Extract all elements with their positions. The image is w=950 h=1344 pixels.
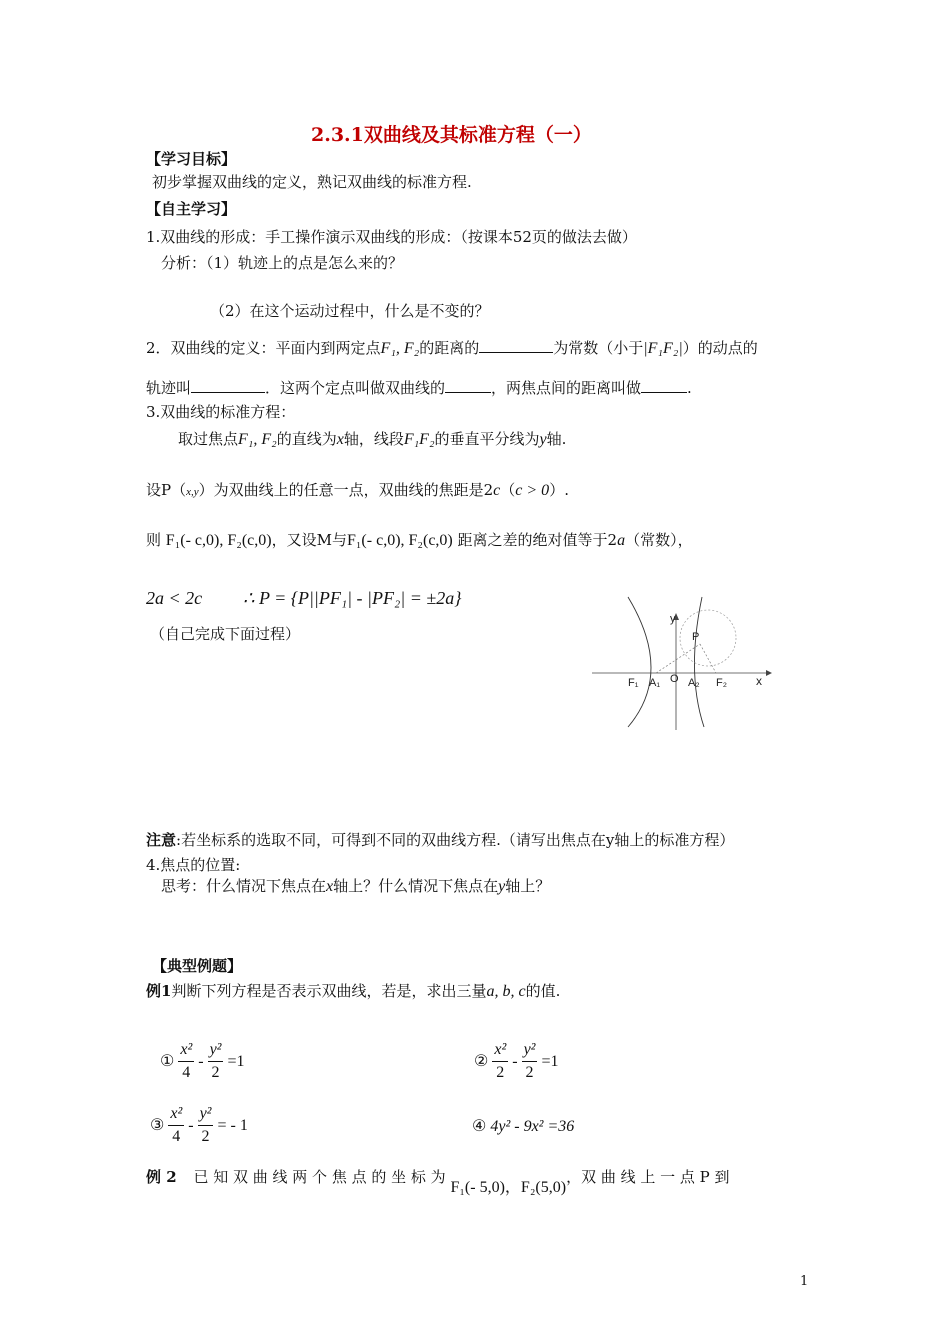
eq3-mark: ③ xyxy=(150,1116,165,1134)
q3-c2: F₁(- c,0), F₂(c,0) xyxy=(165,532,272,549)
q3-a3: 的直线为 xyxy=(276,430,337,448)
page-title: 2.3.1双曲线及其标准方程（一） xyxy=(311,124,592,146)
q2-blank-4[interactable] xyxy=(641,378,687,393)
q3-b3: ）为双曲线上的任意一点，双曲线的焦距是2 xyxy=(198,481,494,499)
a2-label: A₂ xyxy=(688,677,700,689)
q2-l2-b: ．这两个定点叫做双曲线的 xyxy=(265,379,446,397)
q1-analysis-1: 分析：（1）轨迹上的点是怎么来的？ xyxy=(161,254,404,272)
q3-b2: x,y xyxy=(186,486,199,498)
examples-heading: 【典型例题】 xyxy=(152,957,243,975)
q2-line1 xyxy=(146,338,758,359)
eq3-minus: - xyxy=(188,1116,194,1134)
q3-heading: 3.双曲线的标准方程： xyxy=(146,403,296,421)
x-label: x xyxy=(756,674,762,688)
q4-x: x xyxy=(326,878,334,895)
q4-think xyxy=(161,877,550,897)
q2-foci: F₁, F₂ xyxy=(380,340,420,357)
eq3-frac-2: $\frac{\text{y²}}{2}$ xyxy=(199,1105,212,1145)
q3-b4: c xyxy=(493,482,501,499)
eq1-minus: - xyxy=(198,1052,204,1070)
q4-think-b: 轴上？什么情况下焦点在 xyxy=(333,877,499,895)
q4-think-c: 轴上？ xyxy=(505,877,551,895)
goals-text: 初步掌握双曲线的定义，熟记双曲线的标准方程. xyxy=(152,173,472,191)
eq3-frac-1: $\frac{\text{x²}}{4}$ xyxy=(170,1105,183,1145)
q1-analysis-2: （2）在这个运动过程中，什么是不变的？ xyxy=(210,302,490,320)
q3-line-b xyxy=(146,481,569,501)
q2-blank-3[interactable] xyxy=(445,378,491,393)
ex2-foci: F₁(- 5,0)，F₂(5,0) xyxy=(450,1179,567,1196)
q3-a1: 取过焦点 xyxy=(178,430,239,448)
eq2-rhs: =1 xyxy=(541,1052,559,1070)
ex1-line xyxy=(146,982,560,1002)
q3-b7: ）. xyxy=(549,481,569,499)
a1-label: A₁ xyxy=(649,677,661,689)
origin-label: O xyxy=(670,673,679,685)
hyperbola-figure xyxy=(590,592,780,732)
q3-c5: 距离之差的绝对值等于2 xyxy=(457,531,618,549)
q1-text: 1.双曲线的形成：手工操作演示双曲线的形成：（按课本52页的做法去做） xyxy=(146,228,637,246)
ex1-text: 判断下列方程是否表示双曲线，若是，求出三量 xyxy=(171,982,487,1000)
eq3-rhs: = - 1 xyxy=(217,1116,248,1134)
p-label: P xyxy=(692,631,700,643)
pf2-line xyxy=(700,644,716,673)
q2-text-b: 的距离的 xyxy=(419,339,480,357)
q2-line2 xyxy=(146,378,692,398)
dashed-circle xyxy=(680,610,736,666)
q2-text-a: 2．双曲线的定义：平面内到两定点 xyxy=(146,339,381,357)
note-text: :若坐标系的选取不同，可得到不同的双曲线方程.（请写出焦点在y轴上的标准方程） xyxy=(176,831,735,849)
f2-label: F₂ xyxy=(716,677,727,689)
q3-c7: （常数）， xyxy=(625,531,693,549)
q2-l2-a: 轨迹叫 xyxy=(146,379,192,397)
pf1-line xyxy=(656,644,700,673)
goals-heading: 【学习目标】 xyxy=(146,150,237,168)
q3-a2: F₁, F₂ xyxy=(238,431,277,448)
q3-a5: 轴，线段 xyxy=(343,430,404,448)
q3-a7: 的垂直平分线为 xyxy=(434,430,540,448)
ex1-vars: a, b, c xyxy=(486,983,526,1000)
equation-1 xyxy=(160,1040,245,1083)
note-label: 注意 xyxy=(146,831,177,849)
eq1-frac-1: $\frac{\text{x²}}{4}$ xyxy=(180,1041,193,1081)
self-study-heading: 【自主学习】 xyxy=(146,200,237,218)
q2-abs-f1f2: |F₁F₂| xyxy=(643,340,683,357)
eq1-rhs: =1 xyxy=(227,1052,245,1070)
q2-text-d: ）的动点的 xyxy=(682,339,758,357)
q2-blank-1[interactable] xyxy=(479,338,553,353)
q2-blank-2[interactable] xyxy=(191,378,265,393)
q3-b5: （ xyxy=(500,481,516,499)
equation-3 xyxy=(150,1104,248,1147)
equation-4 xyxy=(472,1117,574,1137)
equation-2 xyxy=(474,1040,559,1083)
ex2-text-a: 已 知 双 曲 线 两 个 焦 点 的 坐 标 为 xyxy=(193,1168,446,1186)
eq2-mark: ② xyxy=(474,1052,489,1070)
q3-a9: 轴. xyxy=(546,430,567,448)
eq2-frac-2: $\frac{\text{y²}}{2}$ xyxy=(523,1041,536,1081)
eq1-mark: ① xyxy=(160,1052,175,1070)
q3-line-a xyxy=(178,430,566,450)
q3-a6: F₁F₂ xyxy=(403,431,435,448)
page-number: 1 xyxy=(800,1274,809,1289)
ex1-end: 的值. xyxy=(525,982,561,1000)
q3-self-complete: （自己完成下面过程） xyxy=(150,625,301,643)
q3-ineq: 2a < 2c xyxy=(146,588,203,608)
x-axis-arrow xyxy=(766,670,772,676)
eq2-frac-1: $\frac{\text{x²}}{2}$ xyxy=(494,1041,507,1081)
q3-a8: y xyxy=(539,431,547,448)
q4-think-a: 思考：什么情况下焦点在 xyxy=(161,877,327,895)
note-line xyxy=(146,831,734,850)
right-branch xyxy=(694,597,704,727)
q3-b1: 设P（ xyxy=(146,481,187,499)
q2-l2-c: ，两焦点间的距离叫做 xyxy=(491,379,642,397)
ex2-label: 例 2 xyxy=(146,1168,177,1186)
q2-l2-d: . xyxy=(687,379,692,397)
ex2-text-b: ，双 曲 线 上 一 点 P 到 xyxy=(566,1168,730,1186)
left-branch xyxy=(628,597,651,727)
q4-y: y xyxy=(498,878,506,895)
eq1-frac-2: $\frac{\text{y²}}{2}$ xyxy=(209,1041,222,1081)
eq2-minus: - xyxy=(512,1052,518,1070)
y-label: y xyxy=(670,613,676,625)
q3-b6: c > 0 xyxy=(515,482,550,499)
q3-a4: x xyxy=(336,431,344,448)
q3-c1: 则 xyxy=(146,531,162,549)
eq4-mark: ④ xyxy=(472,1118,487,1135)
q3-c4: F₁(- c,0), F₂(c,0) xyxy=(346,532,453,549)
q3-c6: a xyxy=(617,532,626,549)
ex2-line xyxy=(146,1168,730,1196)
eq4-text: 4y² - 9x² =36 xyxy=(490,1118,575,1135)
q3-set: ∴ P = {P||PF₁| - |PF₂| = ±2a} xyxy=(243,588,462,608)
f1-label: F₁ xyxy=(628,677,639,689)
ex1-label: 例1 xyxy=(146,982,172,1000)
q2-text-c: 为常数（小于 xyxy=(553,339,644,357)
q4-heading: 4.焦点的位置: xyxy=(146,856,241,874)
q3-c3: ，又设M与 xyxy=(271,531,347,549)
q3-line-c xyxy=(146,531,693,551)
